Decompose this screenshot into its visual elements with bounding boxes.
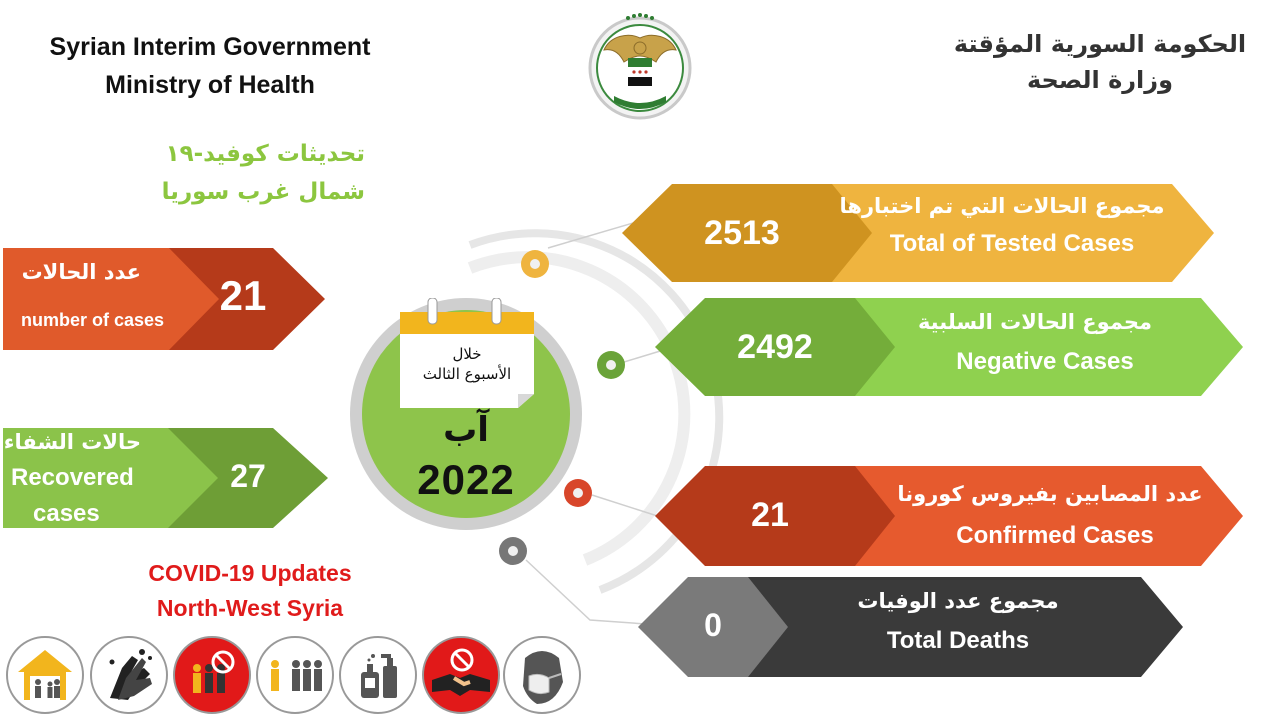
card-deaths-label-ar: مجموع عدد الوفيات <box>857 589 1059 613</box>
header-en-line1: Syrian Interim Government <box>49 33 371 61</box>
dot-negative <box>597 351 625 379</box>
card-confirmed-label-ar: عدد المصابين بفيروس كورونا <box>897 482 1203 506</box>
card-negative-value: 2492 <box>737 328 813 366</box>
no-gathering-icon <box>173 636 251 714</box>
card-deaths <box>638 577 1183 677</box>
card-negative-label-ar: مجموع الحالات السلبية <box>917 310 1153 334</box>
calendar-line2: الأسبوع الثالث <box>422 365 512 383</box>
card-tested-value: 2513 <box>704 214 780 252</box>
dot-deaths <box>499 537 527 565</box>
card-cases-label-ar: عدد الحالات <box>21 260 141 284</box>
sanitizer-icon <box>339 636 417 714</box>
card-tested-label-en: Total of Tested Cases <box>889 230 1135 257</box>
subtitle-en-line2: North-West Syria <box>156 595 344 621</box>
header-en-line2: Ministry of Health <box>105 71 315 99</box>
card-deaths-value: 0 <box>704 607 722 643</box>
card-recovered-value: 27 <box>230 458 266 494</box>
card-tested <box>622 184 1214 282</box>
card-recovered-label-en-1: Recovered <box>11 464 134 491</box>
card-confirmed-label-en: Confirmed Cases <box>956 522 1154 549</box>
calendar-line1: خلال <box>452 345 482 363</box>
header-ar-line2: وزارة الصحة <box>1026 66 1174 94</box>
calendar-year: 2022 <box>417 456 515 503</box>
card-cases-value: 21 <box>219 272 267 319</box>
card-negative <box>655 298 1243 396</box>
dot-confirmed <box>564 479 592 507</box>
stay-home-icon <box>6 636 84 714</box>
subtitle-ar-line2: شمال غرب سوريا <box>161 179 365 205</box>
card-negative-label-en: Negative Cases <box>956 348 1134 375</box>
card-cases-label-en: number of cases <box>21 310 165 330</box>
calendar-month: آب <box>443 410 489 450</box>
card-cases <box>3 248 325 350</box>
calendar-text <box>400 344 534 384</box>
card-recovered-label-ar: حالات الشفاء <box>3 430 141 454</box>
no-handshake-icon <box>422 636 500 714</box>
face-mask-icon <box>503 636 581 714</box>
card-confirmed <box>655 466 1243 566</box>
card-deaths-label-en: Total Deaths <box>886 627 1030 654</box>
social-distance-icon <box>256 636 334 714</box>
hand-washing-icon <box>90 636 168 714</box>
card-tested-label-ar: مجموع الحالات التي تم اختبارها <box>839 194 1165 218</box>
subtitle-ar-line1: تحديثات كوفيد-١٩ <box>165 141 365 167</box>
header-ar-line1: الحكومة السورية المؤقتة <box>953 30 1247 58</box>
card-recovered <box>3 428 328 528</box>
subtitle-en-line1: COVID-19 Updates <box>148 560 352 586</box>
dot-tested <box>521 250 549 278</box>
card-recovered-label-en-2: cases <box>33 500 100 527</box>
card-confirmed-value: 21 <box>751 496 789 534</box>
